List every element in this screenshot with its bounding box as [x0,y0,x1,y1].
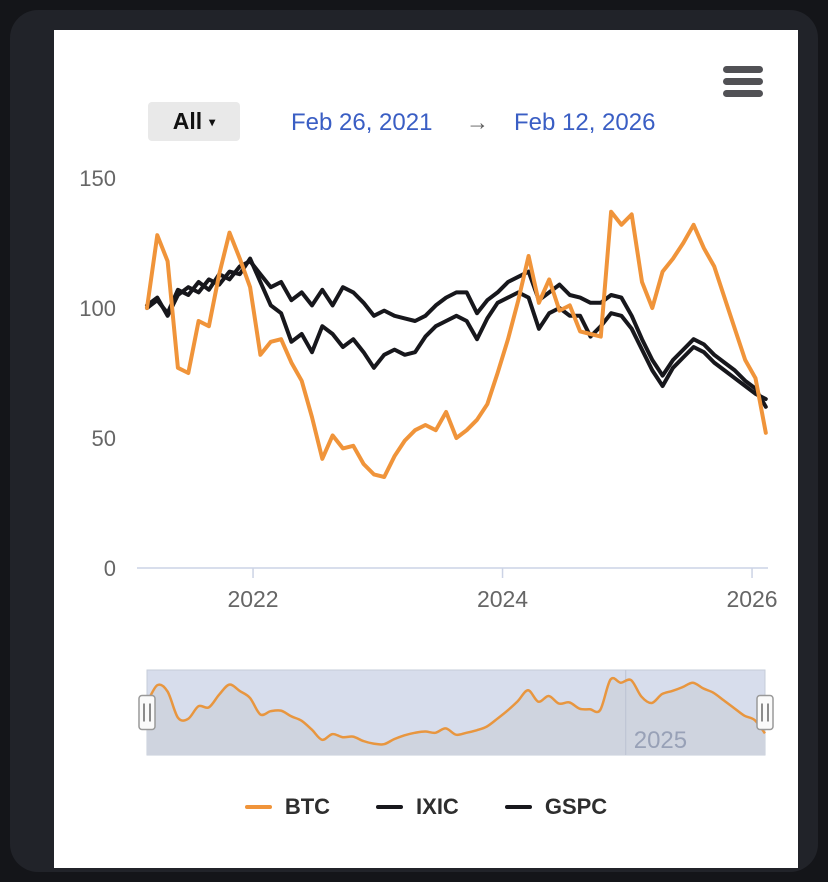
x-axis-tick-label: 2024 [476,586,529,612]
y-axis-tick-label: 50 [91,426,116,451]
device-frame [10,10,818,872]
y-axis-tick-label: 0 [103,556,116,581]
chart-menu-button[interactable] [723,66,763,97]
navigator-right-handle[interactable] [757,696,773,730]
y-axis-tick-label: 100 [79,296,116,321]
ixic-line-swatch [376,805,403,809]
stock-comparison-chart[interactable] [54,30,798,868]
hamburger-icon [723,66,763,73]
y-axis-tick-label: 150 [79,166,116,191]
btc-line[interactable] [147,212,766,477]
navigator-left-handle[interactable] [139,696,155,730]
gspc-line[interactable] [147,261,766,407]
date-to-link[interactable]: Feb 12, 2026 [514,109,656,136]
legend-label: GSPC [544,794,608,819]
btc-line-swatch [245,805,272,809]
range-selector-label: All [172,108,203,134]
caret-down-icon: ▾ [209,114,216,129]
legend-item-ixic[interactable] [376,794,459,820]
hamburger-icon [723,78,763,85]
x-axis-tick-label: 2026 [726,586,778,612]
chart-card [54,30,798,868]
x-axis-tick-label: 2022 [227,586,279,612]
date-from-link[interactable]: Feb 26, 2021 [291,109,433,136]
arrow-right-icon: → [466,109,489,135]
legend-item-btc[interactable] [245,794,330,820]
navigator-year-label: 2025 [633,727,688,754]
ixic-line[interactable] [147,259,766,399]
legend-item-gspc[interactable] [505,794,607,820]
legend-label: BTC [284,794,331,819]
hamburger-icon [723,90,763,97]
legend-label: IXIC [416,794,459,819]
gspc-line-swatch [505,805,532,809]
chart-legend [54,794,798,820]
range-selector-button[interactable] [148,102,240,141]
